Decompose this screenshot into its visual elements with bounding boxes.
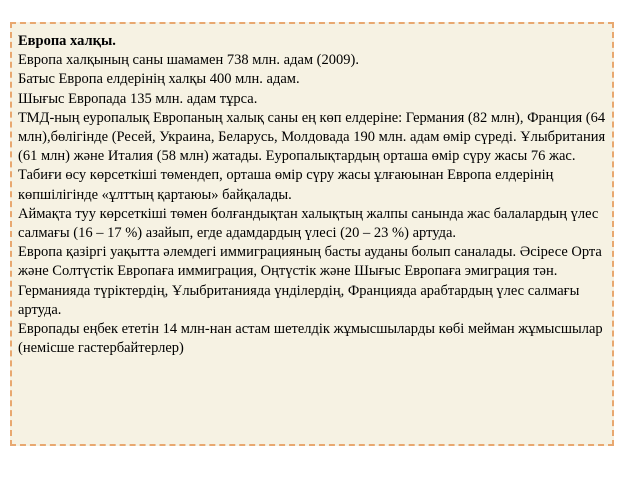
paragraph-population-total: Европа халқының саны шамамен 738 млн. адам (2009). [18, 52, 359, 69]
paragraph-birth-rate: Аймақта туу көрсеткіші төмен болғандықтан халықтың жалпы санында жас балалардың үлес салмағы (16 – 17 %) азайып, егде адамдардың үлесі (20 – 23 %) артуда. [18, 205, 599, 242]
document-body [18, 32, 608, 358]
document-title: Европа халқы. [18, 33, 116, 49]
text-frame [10, 22, 614, 446]
paragraph-immigration: Европа қазіргі уақытта әлемдегі иммиграцияның басты ауданы болып саналады. Әсіресе Орта және Солтүстік Европаға иммиграция, Оңтүстік және Шығыс Европаға эмиграция тән. Германияда түріктердің, Ұлыбританияда үнділердің, Францияда арабтардың үлес салмағы артуда. [18, 244, 602, 318]
paragraph-populous-countries: ТМД-ның еуропалық Европаның халық саны ең көп елдеріне: Германия (82 млн), Франция (64 млн),бөлігінде (Ресей, Украина, Беларусь, Молдовада 190 млн. адам өмір сүреді. Ұлыбритания (61 млн) және Италия (58 млн) жатады. Еуропалықтардың орташа өмір сүру жасы 76 жас. Табиғи өсу көрсеткіші төмендеп, орташа өмір сүру жасы ұлғаюынан Европа елдерінің көпшілігінде «ұлттың қартаюы» байқалады. [18, 109, 606, 203]
paragraph-eastern-europe: Шығыс Европада 135 млн. адам тұрса. [18, 90, 258, 107]
paragraph-western-europe: Батыс Европа елдерінің халқы 400 млн. адам. [18, 71, 300, 88]
paragraph-foreign-workers: Европады еңбек ететін 14 млн-нан астам шетелдік жұмысшыларды көбі мейман жұмысшылар (немісше гастербайтерлер) [18, 321, 603, 357]
